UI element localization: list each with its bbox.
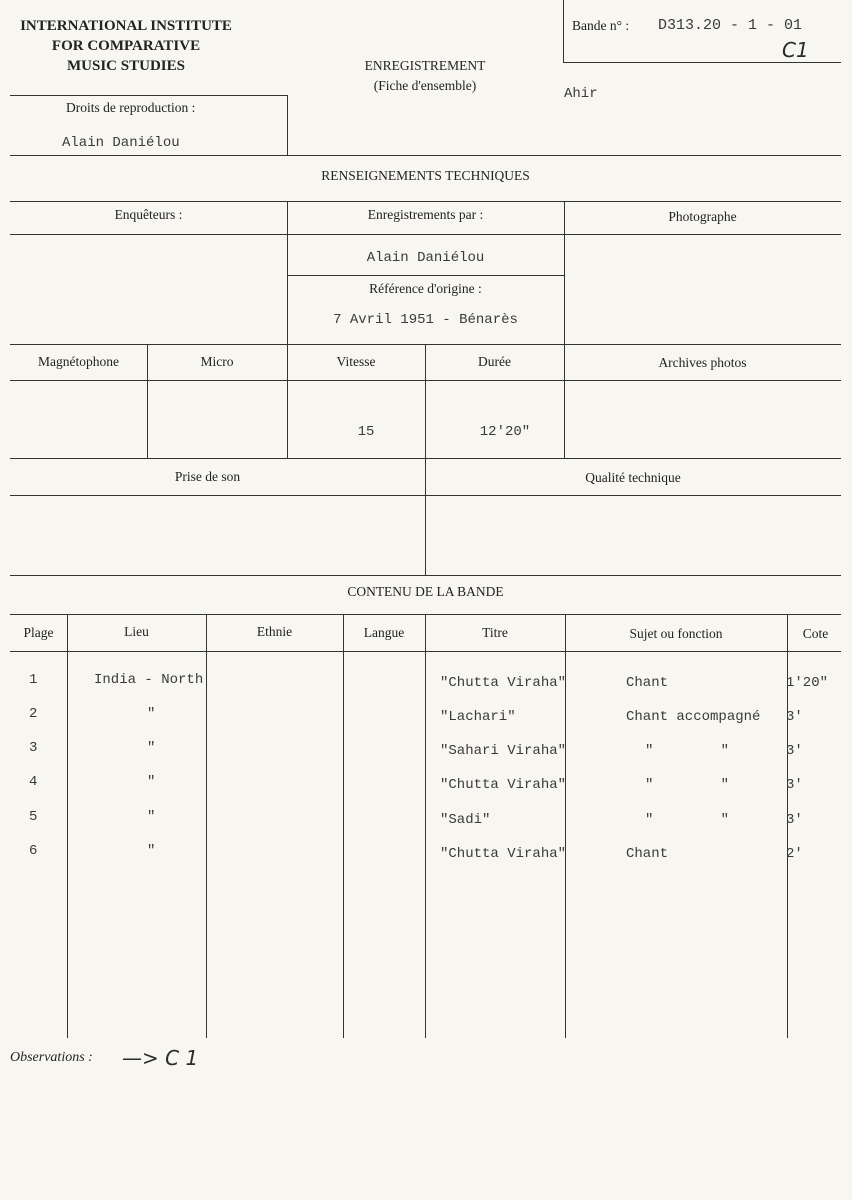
row-sujet: Chant accompagné	[626, 709, 761, 725]
rule-renseignements-header-top	[10, 201, 841, 202]
row-cote: 3'	[786, 812, 803, 828]
row-cote: 3'	[786, 777, 803, 793]
row-cote: 1'20"	[786, 675, 829, 691]
bande-handwritten: C1	[782, 38, 809, 62]
bande-box-bottom-border	[563, 62, 841, 63]
rule-quality-header-bottom	[10, 495, 841, 496]
observations-note: —> C 1	[122, 1046, 199, 1070]
row-plage: 6	[29, 843, 38, 859]
micro-label: Micro	[200, 354, 234, 369]
enregistrement-subtitle: (Fiche d'ensemble)	[373, 78, 477, 93]
row-titre: "Lachari"	[440, 709, 516, 725]
row-titre: "Chutta Viraha"	[440, 777, 567, 793]
contenu-col-divider-1	[67, 614, 68, 1038]
header-ethnie: Ethnie	[256, 624, 293, 639]
row-lieu: "	[147, 809, 156, 825]
header-sujet: Sujet ou fonction	[629, 626, 723, 641]
row-sujet: " "	[645, 812, 730, 828]
photographe-label: Photographe	[668, 209, 737, 224]
header-langue: Langue	[363, 625, 405, 640]
header-plage: Plage	[23, 625, 54, 640]
droits-label: Droits de reproduction :	[66, 100, 196, 115]
bande-label: Bande n° :	[572, 18, 630, 33]
header-titre: Titre	[482, 625, 508, 640]
row-plage: 4	[29, 774, 38, 790]
enregistrement-title: ENREGISTREMENT	[364, 58, 486, 73]
row-titre: "Sahari Viraha"	[440, 743, 567, 759]
archives-label: Archives photos	[658, 355, 747, 370]
duree-value: 12'20"	[479, 424, 531, 440]
droits-box-right	[287, 95, 288, 155]
vitesse-label: Vitesse	[336, 354, 376, 369]
duree-label: Durée	[478, 354, 511, 369]
contenu-title: CONTENU DE LA BANDE	[347, 584, 504, 599]
row-plage: 2	[29, 706, 38, 722]
contenu-col-divider-3	[343, 614, 344, 1038]
header-lieu: Lieu	[124, 624, 149, 639]
droits-value: Alain Daniélou	[62, 135, 180, 151]
reference-value: 7 Avril 1951 - Bénarès	[333, 312, 518, 328]
bande-number: D313.20 - 1 - 01	[658, 17, 803, 34]
vitesse-value: 15	[357, 424, 375, 440]
rule-equipment-header-bottom	[10, 380, 841, 381]
droits-box-top	[10, 95, 288, 96]
row-sujet: " "	[645, 743, 730, 759]
row-titre: "Chutta Viraha"	[440, 675, 567, 691]
row-sujet: Chant	[626, 846, 669, 862]
rule-renseignements-header-bottom	[10, 234, 841, 235]
row-lieu: India - North	[94, 672, 204, 688]
header-cote: Cote	[802, 626, 829, 641]
institute-line-1: INTERNATIONAL INSTITUTE	[20, 18, 232, 34]
row-plage: 1	[29, 672, 38, 688]
contenu-col-divider-4	[425, 614, 426, 1038]
rule-reference-top	[287, 275, 564, 276]
row-plage: 5	[29, 809, 38, 825]
row-cote: 3'	[786, 743, 803, 759]
renseignements-title: RENSEIGNEMENTS TECHNIQUES	[321, 168, 530, 183]
row-lieu: "	[147, 740, 156, 756]
reference-label: Référence d'origine :	[369, 281, 482, 296]
row-lieu: "	[147, 843, 156, 859]
row-cote: 2'	[786, 846, 803, 862]
subject-name: Ahir	[564, 86, 598, 102]
row-lieu: "	[147, 706, 156, 722]
bande-box-left-border	[563, 0, 564, 63]
prise-de-son-label: Prise de son	[174, 469, 241, 484]
row-sujet: " "	[645, 777, 730, 793]
institute-line-3: MUSIC STUDIES	[67, 58, 185, 74]
institute-line-2: FOR COMPARATIVE	[51, 38, 201, 54]
enregistrements-label: Enregistrements par :	[367, 207, 484, 222]
row-cote: 3'	[786, 709, 803, 725]
contenu-col-divider-2	[206, 614, 207, 1038]
row-plage: 3	[29, 740, 38, 756]
rule-quality-bottom	[10, 575, 841, 576]
row-lieu: "	[147, 774, 156, 790]
row-titre: "Chutta Viraha"	[440, 846, 567, 862]
row-titre: "Sadi"	[440, 812, 491, 828]
row-sujet: Chant	[626, 675, 669, 691]
observations-label: Observations :	[10, 1050, 93, 1065]
enqueteurs-label: Enquêteurs :	[114, 207, 183, 222]
enregistrements-value: Alain Daniélou	[366, 250, 485, 266]
institute-name	[10, 16, 242, 76]
qualite-technique-label: Qualité technique	[585, 470, 681, 485]
magnetophone-label: Magnétophone	[38, 354, 119, 369]
rule-renseignements-top	[10, 155, 841, 156]
